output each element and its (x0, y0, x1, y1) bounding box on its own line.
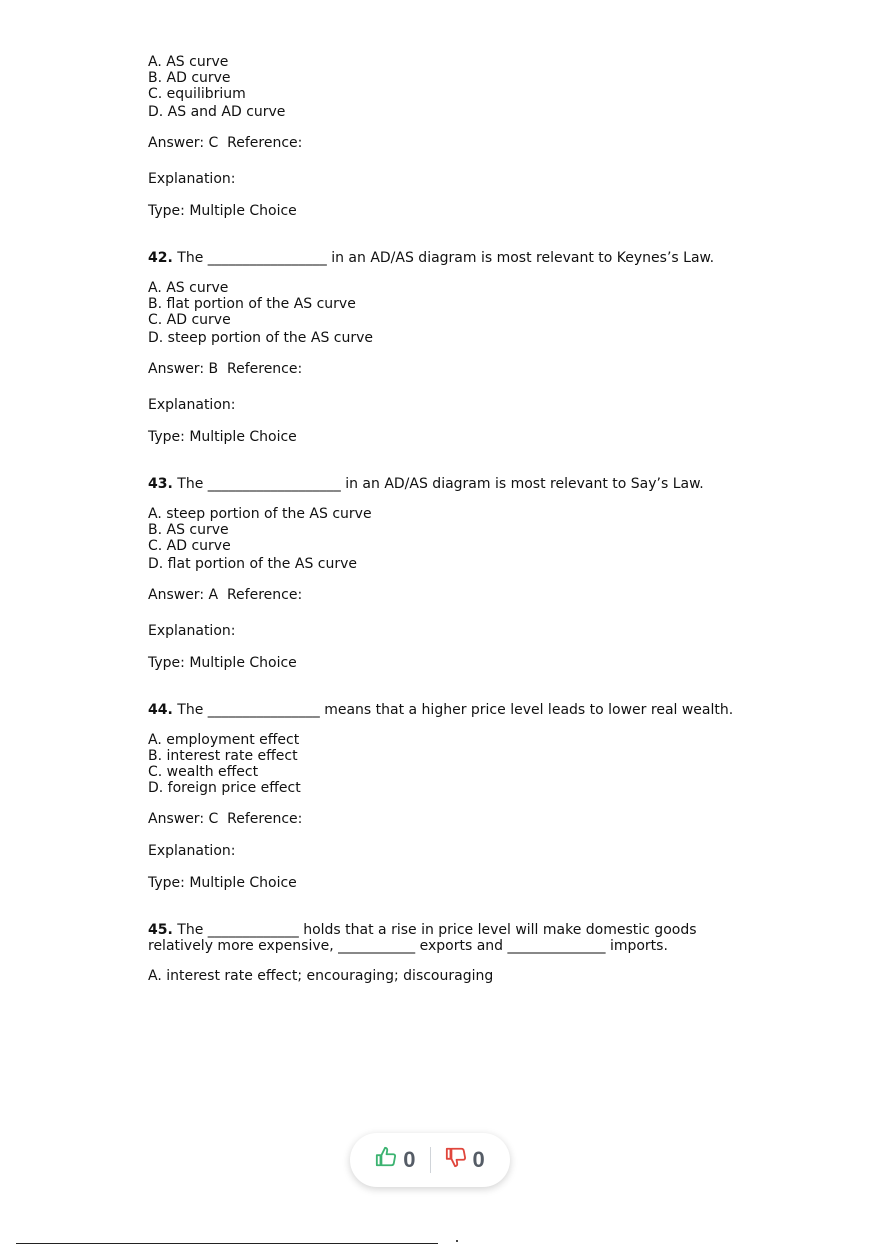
option-a: A. AS curve (148, 280, 229, 296)
footer-dot (456, 1240, 458, 1242)
question-stem: The ___________________ in an AD/AS diagram is most relevant to Say’s Law. (172, 476, 704, 492)
option-b: B. AD curve (148, 70, 231, 86)
answer-line: Answer: C Reference: (148, 135, 303, 151)
downvote-button[interactable] (431, 1146, 499, 1174)
option-a: A. AS curve (148, 54, 229, 70)
vote-bar (350, 1133, 510, 1187)
type-line: Type: Multiple Choice (148, 203, 297, 219)
option-a: A. interest rate effect; encouraging; discouraging (148, 968, 494, 984)
option-c: C. wealth effect (148, 764, 259, 780)
question-stem: The _________________ in an AD/AS diagram is most relevant to Keynes’s Law. (172, 250, 715, 266)
question-stem-line1: The _____________ holds that a rise in price level will make domestic goods (172, 922, 697, 938)
explanation-line: Explanation: (148, 843, 236, 859)
option-b: B. flat portion of the AS curve (148, 296, 356, 312)
question-number: 44. (148, 702, 173, 718)
type-line: Type: Multiple Choice (148, 875, 297, 891)
question-stem-line2: relatively more expensive, ___________ exports and ______________ imports. (148, 938, 668, 954)
explanation-line: Explanation: (148, 397, 236, 413)
option-a: A. steep portion of the AS curve (148, 506, 372, 522)
type-line: Type: Multiple Choice (148, 429, 297, 445)
explanation-line: Explanation: (148, 171, 236, 187)
question-42-options (148, 280, 788, 346)
answer-line: Answer: A Reference: (148, 587, 303, 603)
option-c: C. equilibrium (148, 86, 246, 102)
question-41-options (148, 54, 788, 120)
thumbs-up-icon (375, 1146, 397, 1174)
option-d: D. flat portion of the AS curve (148, 556, 358, 572)
question-number: 45. (148, 922, 173, 938)
answer-line: Answer: B Reference: (148, 361, 303, 377)
option-d: D. AS and AD curve (148, 104, 286, 120)
question-44-text (148, 702, 788, 718)
upvote-count: 0 (403, 1147, 416, 1172)
upvote-button[interactable] (361, 1146, 429, 1174)
option-d: D. steep portion of the AS curve (148, 330, 374, 346)
question-number: 43. (148, 476, 173, 492)
explanation-line: Explanation: (148, 623, 236, 639)
footer-rule (16, 1243, 438, 1244)
document-page (148, 54, 788, 984)
question-43-options (148, 506, 788, 572)
question-45-options (148, 968, 788, 984)
question-45-text (148, 922, 788, 954)
option-c: C. AD curve (148, 312, 231, 328)
option-c: C. AD curve (148, 538, 231, 554)
question-43-text (148, 476, 788, 492)
question-stem: The ________________ means that a higher price level leads to lower real wealth. (172, 702, 734, 718)
type-line: Type: Multiple Choice (148, 655, 297, 671)
downvote-count: 0 (472, 1147, 485, 1172)
question-42-text (148, 250, 788, 266)
option-a: A. employment effect (148, 732, 300, 748)
option-d: D. foreign price effect (148, 780, 301, 796)
answer-line: Answer: C Reference: (148, 811, 303, 827)
question-number: 42. (148, 250, 173, 266)
option-b: B. interest rate effect (148, 748, 298, 764)
thumbs-down-icon (445, 1146, 467, 1174)
option-b: B. AS curve (148, 522, 229, 538)
question-44-options (148, 732, 788, 796)
